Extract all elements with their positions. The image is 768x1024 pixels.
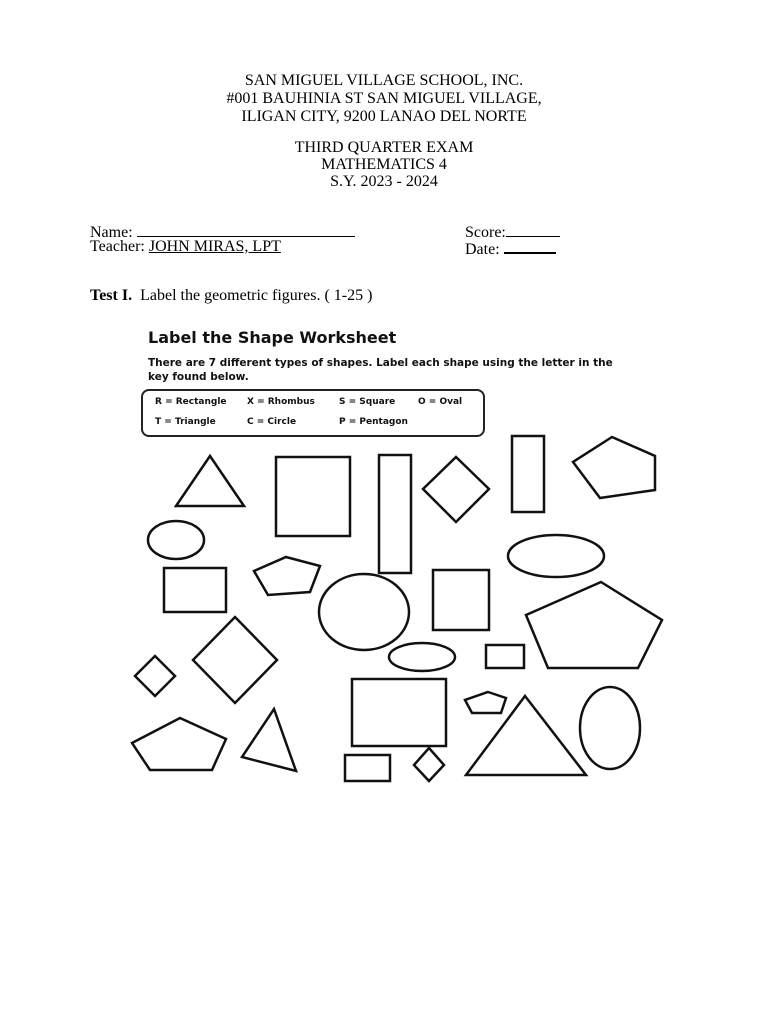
oval-shape[interactable]: [508, 535, 604, 577]
school-address-line2: ILIGAN CITY, 9200 LANAO DEL NORTE: [241, 108, 527, 125]
pentagon-shape[interactable]: [573, 437, 655, 498]
key-rhombus: X = Rhombus: [247, 397, 315, 407]
rhombus-shape[interactable]: [193, 617, 277, 703]
triangle-shape[interactable]: [242, 709, 296, 771]
worksheet-intro: There are 7 different types of shapes. Label each shape using the letter in the key found below.: [148, 357, 613, 383]
exam-subject: MATHEMATICS 4: [321, 156, 447, 173]
test-number: Test I: [90, 287, 129, 304]
oval-shape[interactable]: [389, 643, 455, 671]
circle-shape[interactable]: [319, 574, 409, 650]
pentagon-shape[interactable]: [526, 582, 662, 668]
pentagon-shape[interactable]: [254, 557, 320, 595]
name-label: Name:: [90, 224, 133, 241]
rectangle-shape[interactable]: [164, 568, 226, 612]
test-instruction-text: Label the geometric figures. ( 1-25 ): [140, 287, 373, 304]
key-oval: O = Oval: [418, 397, 463, 407]
key-rectangle: R = Rectangle: [155, 397, 227, 407]
rectangle-shape[interactable]: [379, 455, 411, 573]
teacher-value: JOHN MIRAS, LPT: [148, 238, 281, 255]
school-name: SAN MIGUEL VILLAGE SCHOOL, INC.: [244, 72, 524, 89]
date-label: Date:: [465, 241, 500, 258]
square-shape[interactable]: [433, 570, 489, 630]
oval-shape[interactable]: [148, 521, 204, 559]
key-pentagon: P = Pentagon: [339, 417, 408, 427]
school-address-line1: #001 BAUHINIA ST SAN MIGUEL VILLAGE,: [226, 90, 542, 107]
triangle-shape[interactable]: [466, 696, 586, 775]
teacher-label: Teacher:: [90, 238, 145, 255]
key-square: S = Square: [339, 397, 396, 407]
rhombus-shape[interactable]: [135, 656, 175, 696]
triangle-shape[interactable]: [176, 456, 244, 506]
rhombus-shape[interactable]: [414, 748, 444, 781]
score-label: Score:: [465, 224, 506, 241]
test-instruction: Test I. Label the geometric figures. ( 1-25 ): [90, 287, 373, 304]
key-circle: C = Circle: [247, 417, 297, 427]
exam-title: THIRD QUARTER EXAM: [294, 139, 474, 156]
rectangle-shape[interactable]: [512, 436, 544, 512]
rectangle-shape[interactable]: [345, 755, 390, 781]
pentagon-shape[interactable]: [465, 692, 506, 713]
worksheet-title: Label the Shape Worksheet: [148, 328, 397, 347]
rhombus-shape[interactable]: [423, 457, 489, 522]
rectangle-shape[interactable]: [352, 679, 446, 746]
oval-shape[interactable]: [580, 687, 640, 769]
key-triangle: T = Triangle: [155, 417, 216, 427]
school-year: S.Y. 2023 - 2024: [330, 173, 438, 190]
rectangle-shape[interactable]: [486, 645, 524, 668]
pentagon-shape[interactable]: [132, 718, 226, 770]
square-shape[interactable]: [276, 457, 350, 536]
